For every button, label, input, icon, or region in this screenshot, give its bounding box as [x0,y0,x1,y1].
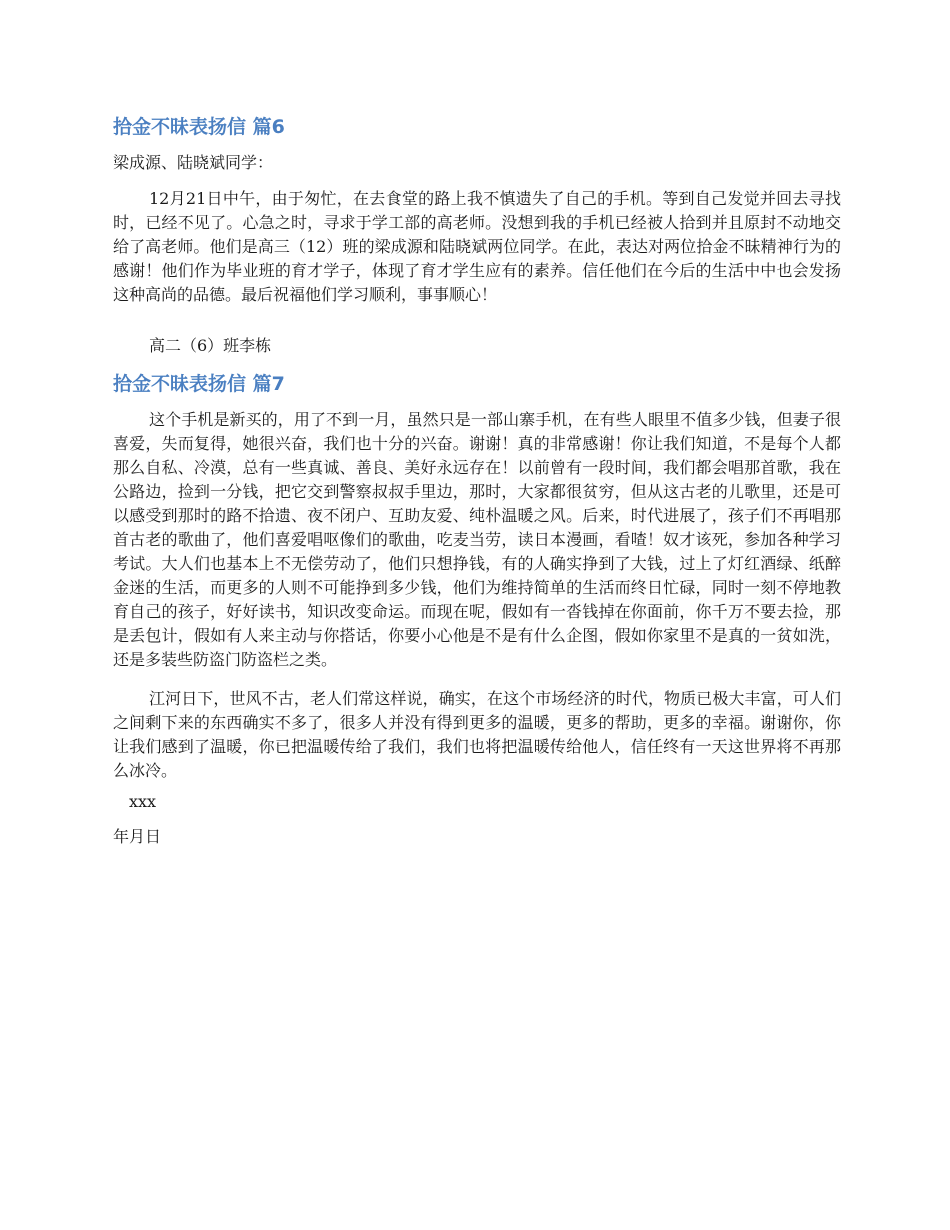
section6-salutation: 梁成源、陆晓斌同学： [113,153,274,172]
section7-heading: 拾金不昧表扬信 篇7 [113,373,285,395]
section7-date: 年月日 [113,827,162,846]
section6-body: 12月21日中午，由于匆忙，在去食堂的路上我不慎遗失了自己的手机。等到自己发觉并回去寻找时，已经不见了。心急之时，寻求于学工部的高老师。没想到我的手机已经被人拾到并且原封不动地交给了高老师。他们是高三（12）班的梁成源和陆晓斌两位同学。在此，表达对两位拾金不昧精神行为的感谢！他们作为毕业班的育才学子，体现了育才学生应有的素养。信任他们在今后的生活中中也会发扬这种高尚的品德。最后祝福他们学习顺利，事事顺心！ [113,189,841,304]
section7-signature: xxx [129,792,157,811]
section7-body-paragraph-1: 这个手机是新买的，用了不到一月，虽然只是一部山寨手机，在有些人眼里不值多少钱，但妻子很喜爱，失而复得，她很兴奋，我们也十分的兴奋。谢谢！真的非常感谢！你让我们知道，不是每个人都那么自私、冷漠，总有一些真诚、善良、美好永远存在！以前曾有一段时间，我们都会唱那首歌，我在公路边，捡到一分钱，把它交到警察叔叔手里边，那时，大家都很贫穷，但从这古老的儿歌里，还是可以感受到那时的路不拾遗、夜不闭户、互助友爱、纯朴温暖之风。后来，时代进展了，孩子们不再唱那首古老的歌曲了，他们喜爱唱呕像们的歌曲，吃麦当劳，读日本漫画，看喳！奴才该死，参加各种学习考试。大人们也基本上不无偿劳动了，他们只想挣钱，有的人确实挣到了大钱，过上了灯红酒绿、纸醉金迷的生活，而更多的人则不可能挣到多少钱，他们为维持简单的生活而终日忙碌，同时一刻不停地教育自己的孩子，好好读书，知识改变命运。而现在呢，假如有一沓钱掉在你面前，你千万不要去捡，那是丢包计，假如有人来主动与你搭话，你要小心他是不是有什么企图，假如你家里不是真的一贫如洗，还是多装些防盗门防盗栏之类。 [113,410,841,669]
section6-signature: 高二（6）班李栋 [149,336,272,355]
section7-body-paragraph-2: 江河日下，世风不古，老人们常这样说，确实，在这个市场经济的时代，物质已极大丰富，可人们之间剩下来的东西确实不多了，很多人并没有得到更多的温暖，更多的帮助，更多的幸福。谢谢你，你让我们感到了温暖，你已把温暖传给了我们，我们也将把温暖传给他人，信任终有一天这世界将不再那么冰冷。 [113,689,841,780]
section6-heading: 拾金不昧表扬信 篇6 [113,116,285,138]
